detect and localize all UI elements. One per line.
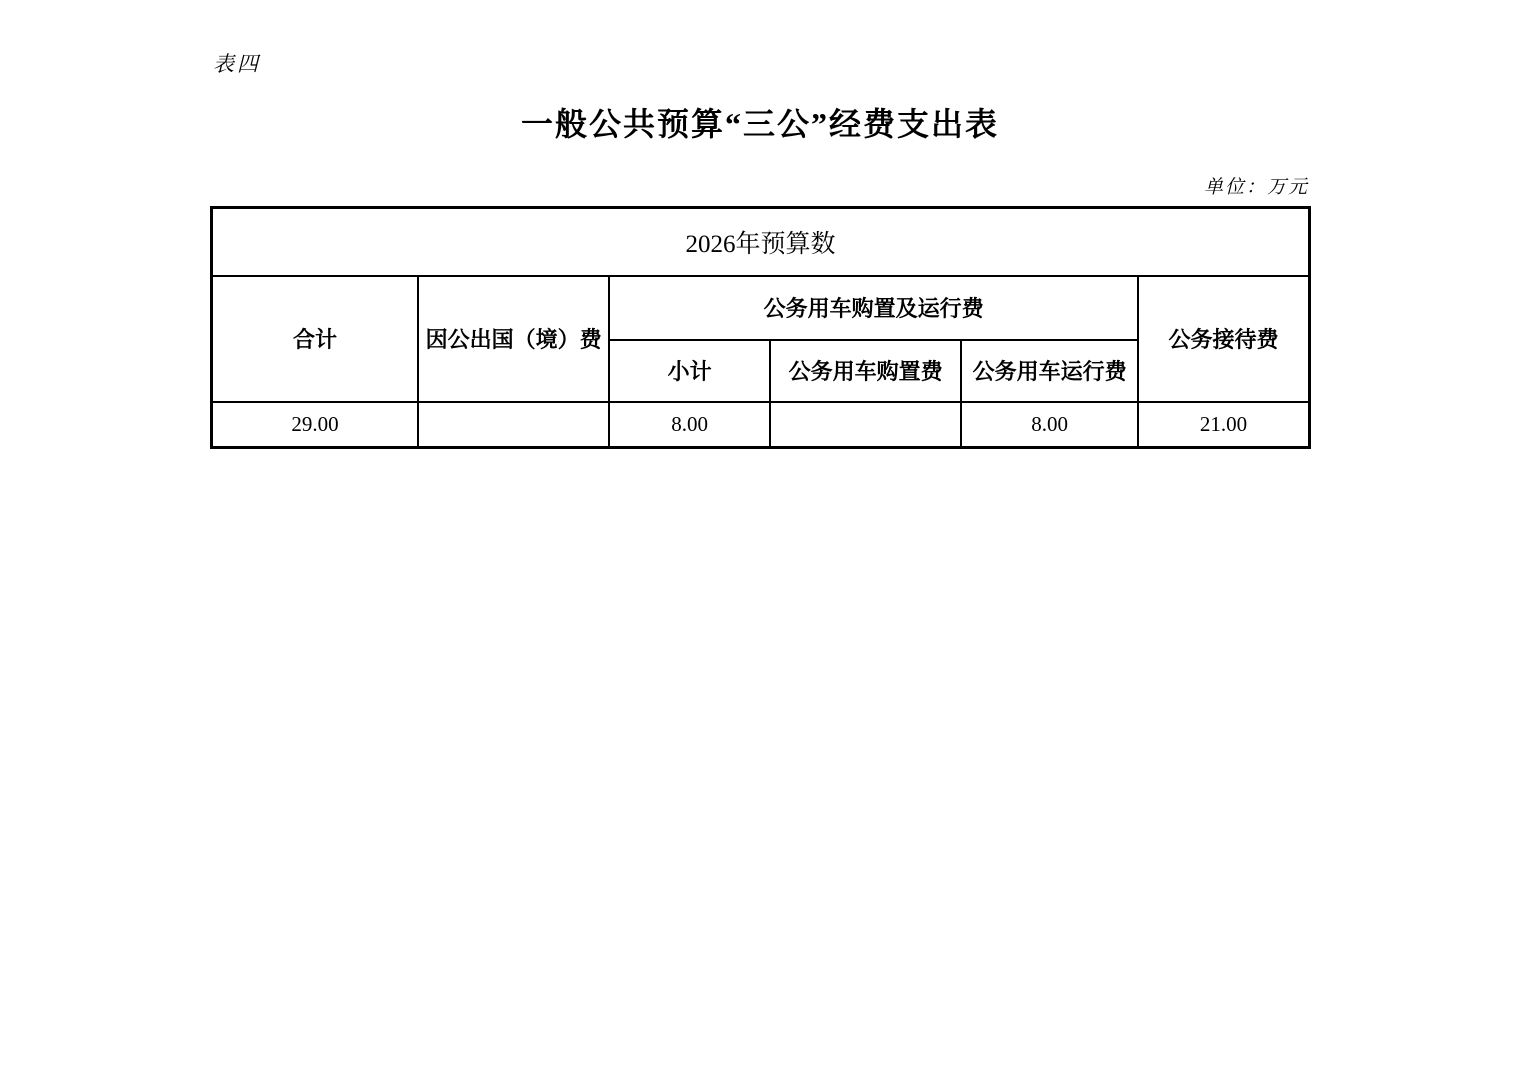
table-number-label: 表四 [213, 52, 261, 76]
table-row-header-group [212, 276, 1310, 340]
table-row-year [212, 208, 1310, 276]
table-row-data [212, 402, 1310, 448]
value-reception: 21.00 [1138, 402, 1310, 448]
column-header-vehicle-subtotal: 小计 [609, 340, 770, 402]
value-total: 29.00 [212, 402, 418, 448]
column-header-reception: 公务接待费 [1138, 276, 1310, 402]
year-header-cell: 2026年预算数 [212, 208, 1310, 276]
value-vehicle-subtotal: 8.00 [609, 402, 770, 448]
column-header-total: 合计 [212, 276, 418, 402]
unit-note: 单位：万元 [1203, 177, 1309, 198]
column-header-vehicle-operation: 公务用车运行费 [961, 340, 1138, 402]
column-header-vehicle-group: 公务用车购置及运行费 [609, 276, 1138, 340]
page-title: 一般公共预算“三公”经费支出表 [520, 106, 999, 142]
column-header-vehicle-purchase: 公务用车购置费 [770, 340, 961, 402]
value-abroad [418, 402, 609, 448]
value-vehicle-purchase [770, 402, 961, 448]
column-header-abroad: 因公出国（境）费 [418, 276, 609, 402]
budget-table [210, 206, 1311, 449]
value-vehicle-operation: 8.00 [961, 402, 1138, 448]
